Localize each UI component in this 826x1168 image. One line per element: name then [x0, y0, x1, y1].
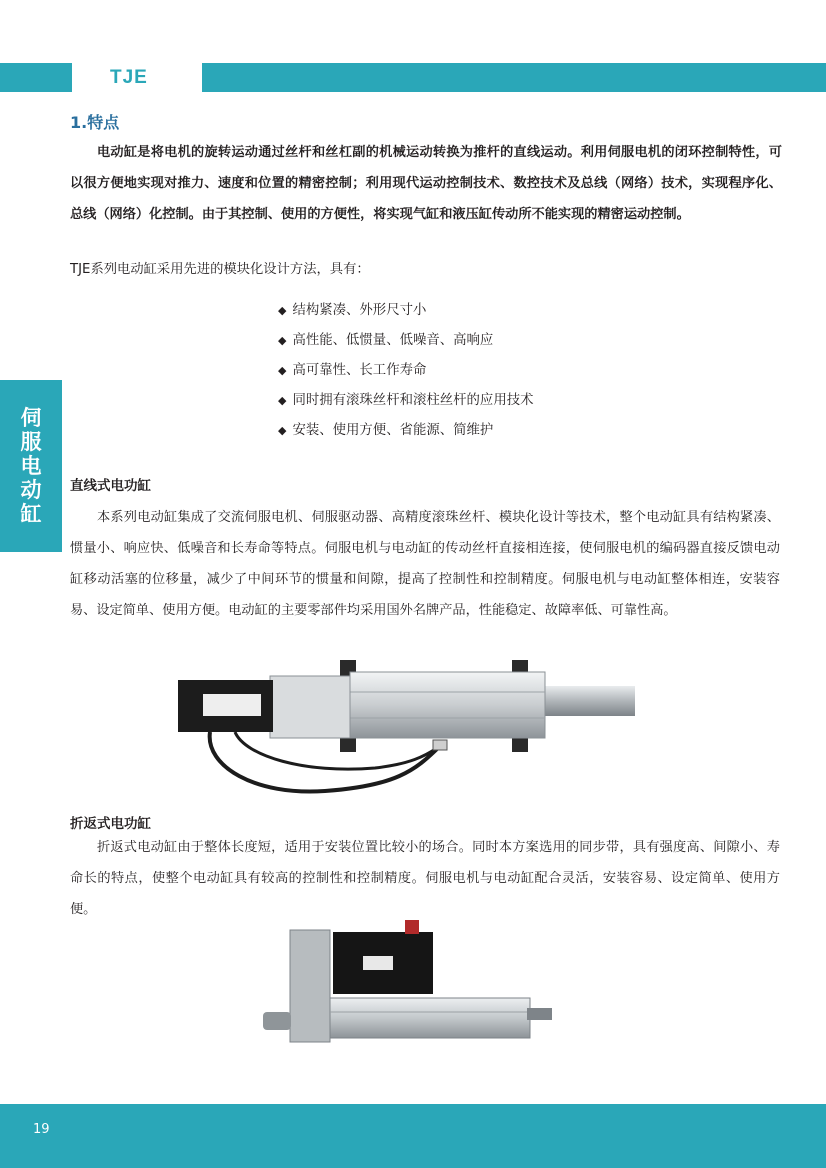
linear-cylinder-photo — [175, 656, 640, 806]
header-band-right — [202, 63, 826, 92]
list-item — [278, 356, 534, 386]
page-number: 19 — [33, 1122, 50, 1137]
diamond-bullet-icon: ◆ — [278, 424, 287, 437]
linear-paragraph: 本系列电动缸集成了交流伺服电机、伺服驱动器、高精度滚珠丝杆、模块化设计等技术，整个电动缸具有结构紧凑、惯量小、响应快、低噪音和长寿命等特点。伺服电机与电动缸的传动丝杆直接相连接，使伺服电机的编码器直接反馈电动缸移动活塞的位移量，减少了中间环节的惯量和间隙，提高了控制性和控制精度。伺服电机与电动缸整体相连，安装容易、设定简单、使用方便。电动缸的主要零部件均采用国外名牌产品，性能稳定、故障率低、可靠性高。 — [70, 510, 780, 618]
feature-text: 同时拥有滚珠丝杆和滚柱丝杆的应用技术 — [292, 393, 534, 408]
brand-label: TJE — [110, 67, 148, 88]
diamond-bullet-icon: ◆ — [278, 364, 287, 377]
series-intro: TJE系列电动缸采用先进的模块化设计方法，具有： — [70, 262, 370, 277]
section-title-folded: 折返式电功缸 — [70, 816, 151, 832]
feature-list — [278, 296, 534, 446]
diamond-bullet-icon: ◆ — [278, 304, 287, 317]
feature-text: 高性能、低惯量、低噪音、高响应 — [292, 333, 494, 348]
diamond-bullet-icon: ◆ — [278, 394, 287, 407]
side-tab — [0, 380, 62, 552]
folded-cylinder-photo — [255, 912, 560, 1057]
section-title-features: 1.特点 — [70, 113, 120, 132]
list-item — [278, 416, 534, 446]
diamond-bullet-icon: ◆ — [278, 334, 287, 347]
footer-band — [0, 1104, 826, 1168]
feature-text: 高可靠性、长工作寿命 — [292, 363, 427, 378]
folded-paragraph: 折返式电动缸由于整体长度短，适用于安装位置比较小的场合。同时本方案选用的同步带，具有强度高、间隙小、寿命长的特点，使整个电动缸具有较高的控制性和控制精度。伺服电机与电动缸配合灵活，安装容易、设定简单、使用方便。 — [70, 840, 780, 917]
header-band-left — [0, 63, 72, 92]
feature-text: 结构紧凑、外形尺寸小 — [292, 303, 427, 318]
features-paragraph: 电动缸是将电机的旋转运动通过丝杆和丝杠副的机械运动转换为推杆的直线运动。利用伺服电机的闭环控制特性，可以很方便地实现对推力、速度和位置的精密控制；利用现代运动控制技术、数控技术及总线（网络）技术，实现程序化、总线（网络）化控制。由于其控制、使用的方便性，将实现气缸和液压缸传动所不能实现的精密运动控制。 — [70, 145, 782, 222]
section-title-linear: 直线式电功缸 — [70, 478, 151, 494]
feature-text: 安装、使用方便、省能源、简维护 — [292, 423, 494, 438]
list-item — [278, 386, 534, 416]
list-item — [278, 296, 534, 326]
list-item — [278, 326, 534, 356]
side-tab-label: 伺 服 电 动 缸 — [20, 406, 42, 526]
